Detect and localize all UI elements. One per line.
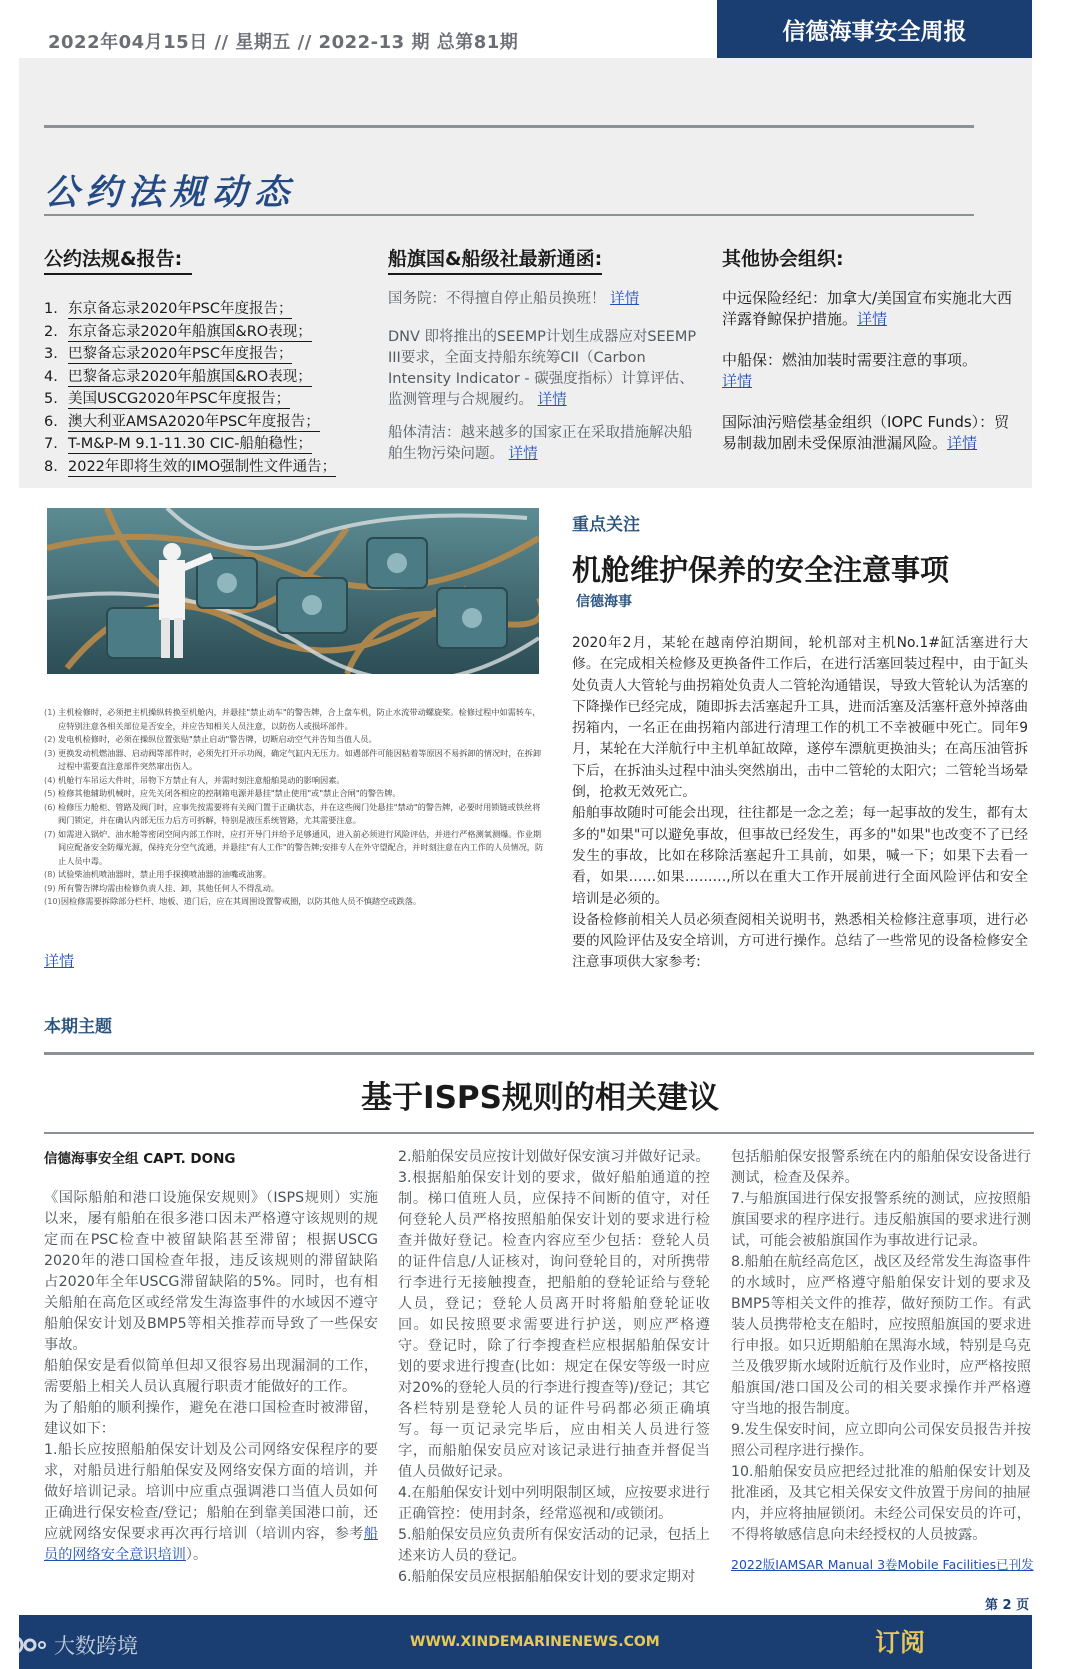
page-number: 第 2 页 [985, 1598, 1030, 1613]
paragraph: 1.船长应按照船舶保安计划及公司网络安保程序的要求，对船员进行船舶保安及网络安保方面的培训，并做好培训记录。培训中应重点强调港口当值人员如何正确进行保安检查/登记；船舶在到靠美国港口前，还应就网络安保要求再次再行培训（培训内容，参考船员的网络安全意识培训）。 [44, 1442, 378, 1563]
association-item: 中远保险经纪：加拿大/美国宣布实施北大西洋露脊鲸保护措施。详情 [722, 289, 1013, 328]
caption-item: (1) 主机检修时，必须把主机操纵转换至机舱内，并悬挂"禁止动车"的警告牌，合上盘车机，防止水流带动螺旋桨。检修过程中如需转车，应特别注意各相关部位是否安全，并应告知相关人员注意，以防伤人或损坏部件。 [44, 707, 541, 731]
regulation-item[interactable]: 2. 东京备忘录2020年船旗国&RO表现； [44, 323, 312, 340]
regulation-item[interactable]: 6. 澳大利亚AMSA2020年PSC年度报告； [44, 413, 320, 430]
paragraph: 包括船舶保安报警系统在内的船舶保安设备进行测试，检查及保养。 [731, 1149, 1031, 1186]
feature-body [572, 633, 1028, 974]
regulation-item[interactable]: 3. 巴黎备忘录2020年PSC年度报告； [44, 346, 293, 362]
next-article-link[interactable]: 2022版IAMSAR Manual 3卷Mobile Facilities已刊发 [731, 1557, 1034, 1572]
paragraph: 设备检修前相关人员必须查阅相关说明书，熟悉相关检修注意事项，进行必要的风险评估及安全培训，方可进行操作。总结了一些常见的设备检修安全注意事项供大家参考: [572, 911, 1028, 971]
detail-link[interactable]: 详情 [947, 434, 978, 452]
paragraph: 9.发生保安时间，应立即向公司保安员报告并按照公司程序进行操作。 [731, 1422, 1031, 1459]
theme-column-3 [731, 1147, 1031, 1546]
website-link[interactable]: WWW.XINDEMARINENEWS.COM [410, 1634, 660, 1650]
caption-item: (9) 所有警告牌均需由检修负责人挂、卸，其他任何人不得乱动。 [44, 882, 280, 893]
detail-link[interactable]: 详情 [537, 392, 567, 408]
paragraph: 3.根据船舶保安计划的要求，做好船舶通道的控制。梯口值班人员，应保持不间断的值守，对任何登轮人员严格按照船舶保安计划的要求进行检查并做好登记。检查内容应至少包括：登轮人员的证件信息/人证核对，询问登轮目的，对所携带行李进行无接触搜查，把船舶的登轮证给与登轮人员，登记；登轮人员离开时将船舶登轮证收回。如民按照要求需要进行护送，则应严格遵守。登记时，除了行李搜查栏应根据船舶保安计划的要求进行搜查(比如：规定在保安等级一时应对20%的登轮人员的行李进行搜查等)/登记；其它各栏特别是登轮人员的证件号码都必须正确填写。每一页记录完毕后，应由相关人员进行签字，而船舶保安员应对该记录进行抽查并督促当值人员做好记录。 [398, 1170, 710, 1480]
association-item: 国际油污赔偿基金组织（IOPC Funds）：贸易制裁加剧未受保原油泄漏风险。详情 [722, 413, 1010, 452]
photo-caption-list [44, 706, 544, 909]
theme-column-2 [398, 1147, 710, 1588]
caption-item: (7) 如需进入锅炉、油水舱等密闭空间内部工作时，应打开导门并给予足够通风，进入前必须进行风险评估，并进行严格测氧测爆。作业期间应配备安全防爆光源，保持充分空气流通，并悬挂"有人工作"的警告牌;安排专人在外守望配合，并时刻注意在内工作的人员情况，防止人员中毒。 [44, 828, 544, 866]
issue-date-line: 2022年04月15日 // 星期五 // 2022-13 期 总第81期 [48, 32, 519, 53]
flag-class-heading: 船旗国&船级社最新通函: [388, 244, 602, 271]
caption-item: (3) 更换发动机燃油器、启动阀等部件时，必须先打开示功阀，确定气缸内无压力。如遇部件可能因粘着等原因不易拆卸的情况时，在拆卸过程中需要直注意部件突然窜出伤人。 [44, 747, 542, 771]
paragraph: 船舶事故随时可能会出现，往往都是一念之差；每一起事故的发生，都有太多的"如果"可以避免事故，但事故已经发生，再多的"如果"也改变不了已经发生的事故，比如在移除活塞起升工具前，如果，喊一下；如果下去看一看，如果……如果………,所以在重大工作开展前进行全面风险评估和安全培训是必须的。 [572, 805, 1028, 907]
regulation-item[interactable]: 7. T-M&P-M 9.1-11.30 CIC-船舶稳性； [44, 436, 313, 452]
section-title: 公约法规动态 [44, 172, 297, 213]
paragraph: 4.在船舶保安计划中列明限制区域，应按要求进行正确管控：使用封条，经常巡视和/或锁闭。 [398, 1485, 710, 1522]
caption-item: (6) 检修压力舱柜、管路及阀门时，应事先按需要将有关阀门置于正确状态，并在这些阀门处悬挂"禁动"的警告牌，必要时用锁链或铁丝将阀门锁定，并在确认内部无压力后方可拆解，特别是液压系统管路，尤其需要注意。 [44, 801, 541, 825]
paragraph: 船舶保安是看似简单但却又很容易出现漏洞的工作，需要船上相关人员认真履行职责才能做好的工作。 [44, 1358, 378, 1395]
paragraph: 10.船舶保安员应把经过批准的船舶保安计划及批准函，及其它相关保安文件放置于房间的抽屉内，并应将抽屉锁闭。未经公司保安员的许可，不得将敏感信息向未经授权的人员披露。 [731, 1464, 1031, 1543]
divider [44, 214, 974, 216]
theme-author: 信德海事安全组 CAPT. DONG [44, 1151, 236, 1167]
caption-item: (5) 检修其他辅助机械时，应先关闭各相应的控制箱电源并悬挂"禁止使用"或"禁止合闸"的警告牌。 [44, 788, 401, 798]
watermark-logo-icon [4, 1631, 48, 1659]
divider [44, 1052, 1034, 1055]
regulations-list [44, 298, 374, 478]
paragraph: 为了船舶的顺利操作，避免在港口国检查时被滞留，建议如下： [44, 1400, 378, 1437]
theme-tag: 本期主题 [44, 1017, 112, 1037]
paragraph: 8.船舶在航经高危区，战区及经常发生海盗事件的水域时，应严格遵守船舶保安计划的要求及BMP5等相关文件的推荐，做好预防工作。有武装人员携带枪支在船时，应按照船旗国的要求进行申报。如只近期船舶在黑海水域，特别是乌克兰及俄罗斯水域附近航行及作业时，应严格按照船旗国/港口国及公司的相关要求操作并严格遵守当地的报告制度。 [731, 1254, 1031, 1417]
detail-link[interactable]: 详情 [44, 952, 75, 970]
detail-link[interactable]: 详情 [508, 446, 538, 462]
engine-room-photo [47, 508, 539, 674]
detail-link[interactable]: 详情 [722, 372, 753, 390]
caption-item: (4) 机舱行车吊运大件时，吊物下方禁止有人，并需时刻注意船舶晃动的影响因素。 [44, 774, 345, 785]
caption-item: (8) 试验柴油机喷油器时，禁止用手探摸喷油器的油嘴或油雾。 [44, 869, 271, 879]
news-item: 国务院：不得擅自停止船员换班！ 详情 [388, 291, 640, 307]
paragraph: 7.与船旗国进行保安报警系统的测试，应按照船旗国要求的程序进行。违反船旗国的要求进行测试，可能会被船旗国作为事故进行记录。 [731, 1191, 1031, 1249]
regulation-item[interactable]: 8. 2022年即将生效的IMO强制性文件通告； [44, 458, 337, 475]
detail-link[interactable]: 详情 [610, 291, 640, 307]
subscribe-button[interactable]: 订阅 [875, 1628, 926, 1657]
paragraph: 5.船舶保安员应负责所有保安活动的记录，包括上述来访人员的登记。 [398, 1527, 710, 1564]
theme-title: 基于ISPS规则的相关建议 [361, 1080, 719, 1116]
news-item: DNV 即将推出的SEEMP计划生成器应对SEEMP III要求，全面支持船东统筹CII（Carbon Intensity Indicator - 碳强度指标）计算评估、监测管理与合规履约。 详情 [388, 329, 697, 408]
watermark: 大数跨境 [4, 1630, 138, 1660]
regulation-item[interactable]: 1. 东京备忘录2020年PSC年度报告； [44, 301, 293, 317]
paragraph: 2020年2月，某轮在越南停泊期间，轮机部对主机No.1#缸活塞进行大修。在完成相关检修及更换备件工作后，在进行活塞回装过程中，由于缸头处负责人大管轮与曲拐箱处负责人二管轮沟通错误，导致大管轮认为活塞的下降操作已经完成，随即拆去活塞起升工具，进而活塞及活塞杆意外掉落曲拐箱内，一名正在曲拐箱内部进行清理工作的机工不幸被砸中死亡。同年9月，某轮在大洋航行中主机单缸故障，遂停车漂航更换油头；在高压油管拆下后，在拆油头过程中油头突然崩出，击中二管轮的太阳穴；二管轮当场晕倒，抢救无效死亡。 [572, 635, 1028, 801]
paragraph: 2.船舶保安员应按计划做好保安演习并做好记录。 [398, 1149, 710, 1165]
theme-column-1 [44, 1188, 378, 1566]
feature-title: 机舱维护保养的安全注意事项 [572, 553, 950, 587]
focus-tag: 重点关注 [572, 515, 640, 535]
training-link[interactable]: 船员的网络安全意识培训 [44, 1526, 378, 1563]
brand-banner: 信德海事安全周报 [717, 0, 1032, 58]
paragraph: 《国际船舶和港口设施保安规则》（ISPS规则）实施以来，屡有船舶在很多港口因未严格遵守该规则的规定而在PSC检查中被留缺陷甚至滞留；根据USCG 2020年的港口国检查年报，违反该规则的滞留缺陷占2020年全年USCG滞留缺陷的5%。同时，也有相关船舶在高危区或经常发生海盗事件的水域因不遵守船舶保安计划及BMP5等相关推荐而导致了一些保安事故。 [44, 1190, 378, 1353]
caption-item: (10) 因检修需要拆除部分栏杆、地板、道门后，应在其周围设置警戒圈，以防其他人员不慎踏空或跌落。 [44, 896, 422, 906]
regulation-item[interactable]: 5. 美国USCG2020年PSC年度报告； [44, 391, 291, 407]
detail-link[interactable]: 详情 [857, 310, 888, 328]
associations-heading: 其他协会组织: [722, 248, 844, 270]
feature-author: 信德海事 [576, 594, 632, 610]
divider [44, 125, 974, 128]
paragraph: 6.船舶保安员应根据船舶保安计划的要求定期对 [398, 1569, 696, 1585]
news-item: 船体清洁：越来越多的国家正在采取措施解决船舶生物污染问题。 详情 [388, 425, 693, 462]
divider [44, 1132, 1034, 1134]
association-item: 中船保：燃油加装时需要注意的事项。 详情 [722, 351, 978, 390]
regulations-heading: 公约法规&报告: [44, 244, 182, 271]
regulation-item[interactable]: 4. 巴黎备忘录2020年船旗国&RO表现； [44, 368, 312, 385]
caption-item: (2) 发电机检修时，必须在操纵位置张贴"禁止启动"警告牌，切断启动空气并告知当值人员。 [44, 734, 377, 744]
